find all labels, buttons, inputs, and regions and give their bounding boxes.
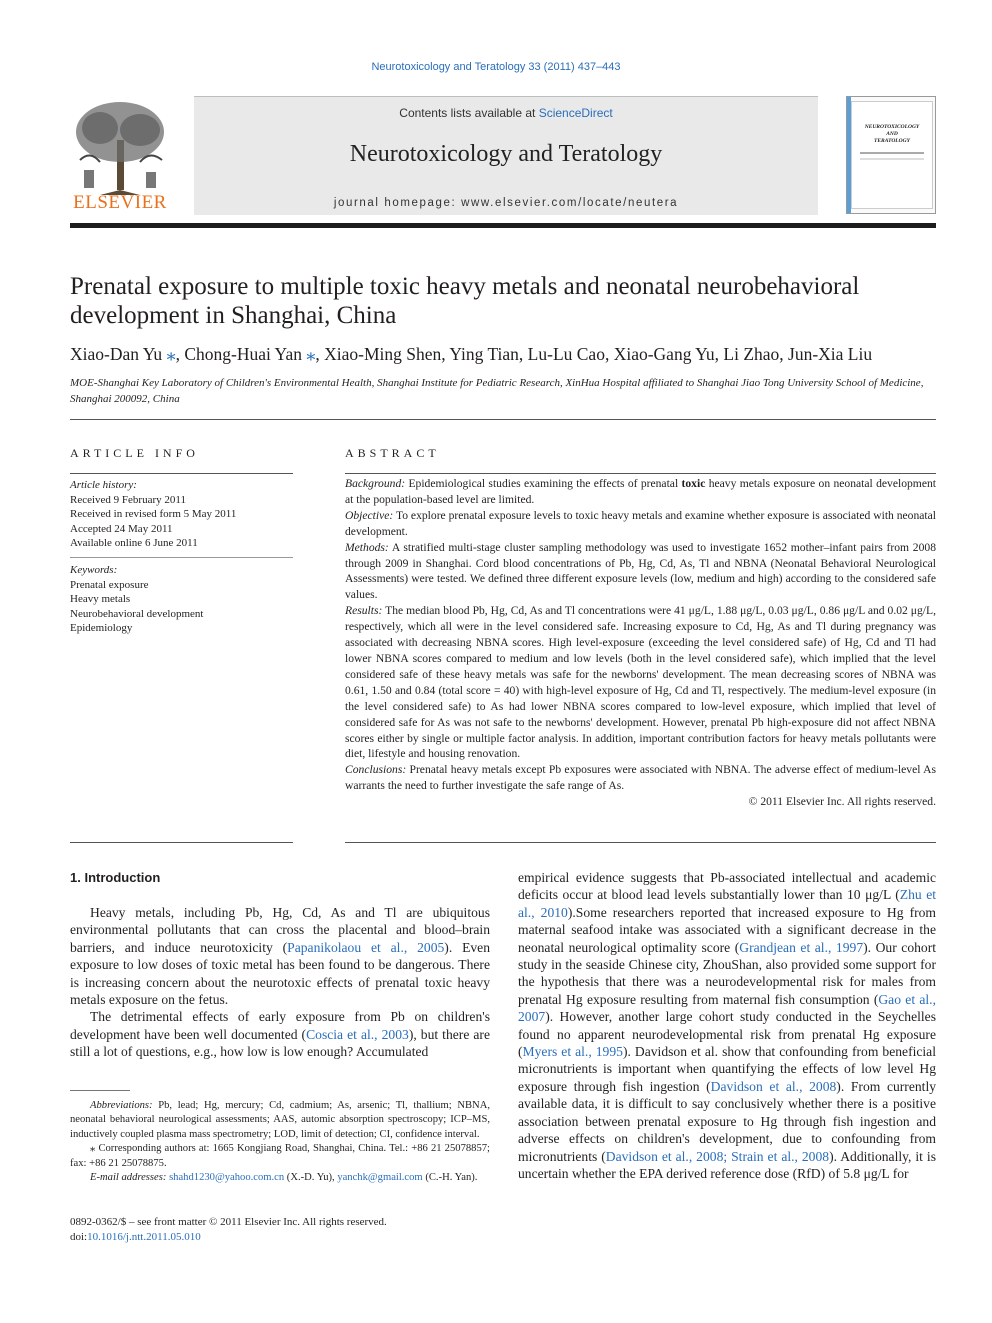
conclusions-label: Conclusions: [345, 763, 407, 777]
email-link[interactable]: yanchk@gmail.com [337, 1172, 423, 1184]
contents-availability [194, 106, 818, 120]
doi-line [70, 1230, 387, 1245]
paragraph-text: ). Our cohort study in the seaside Chinese city, ZhouShan, also provided some support for the hypothesis that there was a neurodevelopmental risk for males from prenatal Hg exposure resulting from maternal fish consumption ( [518, 939, 937, 1007]
objective-label: Objective: [345, 508, 394, 522]
abstract-rule [345, 473, 936, 474]
front-matter [70, 1215, 387, 1245]
author-affiliation: MOE-Shanghai Key Laboratory of Children's Environmental Health, Shanghai Institute for Pediatric Research, XinHua Hospital affiliated to Shanghai Jiao Tong University School of Medicine, Shanghai 200092, China [70, 377, 924, 405]
paragraph-text: The detrimental effects of early exposure from Pb on children's development have been well documented ( [70, 1009, 490, 1042]
abstract-copyright: © 2011 Elsevier Inc. All rights reserved. [748, 795, 936, 809]
author-name[interactable]: Li Zhao [723, 344, 780, 364]
article-title: Prenatal exposure to multiple toxic heavy metals and neonatal neurobehavioral development in Shanghai, China [70, 273, 860, 329]
author-name[interactable]: Xiao-Gang Yu [613, 344, 715, 364]
cover-title-line1: NEUROTOXICOLOGY [864, 124, 920, 130]
article-info-rule [70, 473, 293, 474]
background-label: Background: [345, 477, 406, 490]
abstract-objective [345, 508, 936, 540]
journal-title: Neurotoxicology and Teratology [349, 141, 663, 167]
author-name[interactable]: Ying Tian [449, 344, 519, 364]
header-rule [70, 223, 936, 228]
objective-text: To explore prenatal exposure levels to toxic heavy metals and examine whether exposure is associated with neonatal development. [345, 508, 937, 538]
abstract-results [345, 603, 936, 762]
cover-divider [860, 152, 924, 154]
doi-prefix: doi: [70, 1231, 88, 1243]
history-accepted: Accepted 24 May 2011 [70, 522, 173, 535]
results-text: The median blood Pb, Hg, Cd, As and Tl concentrations were 41 μg/L, 1.88 μg/L, 0.03 μg/L, 0.86 μg/L and 0.02 μg/L, respectively, which all were in the level considered safe. Increasing exposure to Cd, Hg, As and Tl during pregnancy was associated with decreasing NBNA scores. High level-exposure (exceeding the level considered safe) of Hg, Cd and Tl had lower NBNA scores compared to medium and low levels (both in the level considered safe), which implied that the level considered safe of these heavy metals was safe for the newborns' development. The mean decreasing scores of NBNA was 0.61, 1.50 and 0.84 (total score = 40) with high-level exposure of Hg, Cd and Tl, respectively. The medium-level exposure (in the level considered safe) to As had lower NBNA scores compared to low-level exposure, which implied that level of considered safe for As was not safe to the newborns' development. However, prenatal Pb high-exposure did not affect NBNA scores either by single or multiple factor analysis. In addition, important contribution factors for heavy metals pollutants were diet, lifestyle and housing renovation. [345, 604, 936, 761]
cover-page [851, 101, 933, 209]
abbreviations-footnote [70, 1099, 490, 1142]
corresponding-mark[interactable]: ⁎ [306, 344, 316, 364]
author-name[interactable]: Xiao-Dan Yu [70, 344, 163, 364]
intro-left-column [70, 904, 490, 1061]
keywords-rule [70, 557, 293, 558]
article-info-heading: ARTICLE INFO [70, 446, 199, 460]
cover-title [852, 124, 932, 145]
journal-cover-thumbnail[interactable] [846, 96, 936, 214]
background-text: heavy metals exposure on neonatal development at the population-based level are limited. [345, 477, 936, 506]
reference-link[interactable]: Papanikolaou et al., 2005 [287, 939, 445, 955]
keywords-label: Keywords: [70, 564, 118, 576]
background-text: Epidemiological studies examining the effects of prenatal [405, 477, 682, 490]
intro-right-column [518, 869, 936, 1182]
abstract-heading: ABSTRACT [345, 446, 440, 460]
keyword: Epidemiology [70, 622, 133, 634]
email-owner: (C.-H. Yan). [422, 1172, 478, 1184]
cover-divider [860, 158, 924, 160]
history-received: Received 9 February 2011 [70, 493, 186, 506]
homepage-prefix: journal homepage: [333, 197, 462, 209]
corresponding-footnote: ⁎ Corresponding authors at: 1665 Kongjiang Road, Shanghai, China. Tel.: +86 21 25078857; fax: +86 21 25078875. [70, 1143, 490, 1169]
keyword: Heavy metals [70, 593, 131, 605]
journal-banner [70, 96, 936, 214]
corresponding-mark[interactable]: ⁎ [166, 344, 176, 364]
email-link[interactable]: shahd1230@yahoo.com.cn [169, 1172, 285, 1184]
reference-link[interactable]: Davidson et al., 2008; Strain et al., 2008 [605, 1148, 830, 1164]
abstract-body [345, 476, 936, 810]
journal-citation[interactable]: Neurotoxicology and Teratology 33 (2011) 437–443 [371, 61, 621, 73]
cover-title-line3: TERATOLOGY [874, 138, 910, 144]
email-footnote [70, 1171, 490, 1185]
results-label: Results: [345, 604, 383, 618]
abbr-label: Abbreviations: [90, 1100, 153, 1111]
paragraph-text: ), but there are still a lot of questions, e.g., how low is low enough? Accumulated [70, 1026, 490, 1060]
elsevier-logo[interactable] [70, 100, 170, 214]
email-owner: (X.-D. Yu), [284, 1172, 338, 1184]
intro-paragraph [70, 1008, 490, 1060]
reference-link[interactable]: Zhu et al., 2010 [518, 887, 936, 920]
abbr-text: Pb, lead; Hg, mercury; Cd, cadmium; As, arsenic; Tl, thallium; NBNA, neonatal behavioral neurological assessments; AAS, automic absorption spectroscopy; ICP–MS, inductively coupled plasma mass spectrometry; LOD, limit of detection; CI, confidence interval. [70, 1100, 490, 1140]
history-online: Available online 6 June 2011 [70, 537, 198, 549]
history-revised: Received in revised form 5 May 2011 [70, 508, 237, 520]
abstract-bottom-rule [345, 842, 936, 843]
author-name[interactable]: Xiao-Ming Shen [324, 344, 442, 364]
masthead [194, 96, 818, 215]
author-list: Xiao-Dan Yu ⁎, Chong-Huai Yan ⁎, Xiao-Ming Shen, Ying Tian, Lu-Lu Cao, Xiao-Gang Yu, Li Zhao, Jun-Xia Liu [70, 344, 873, 364]
keywords [70, 563, 203, 636]
reference-link[interactable]: Gao et al., 2007 [518, 991, 936, 1025]
article-history [70, 478, 236, 551]
paragraph-text: ). Even exposure to low doses of toxic metal has been found to be dangerous. There is increasing concern about the neurotoxic effects of prenatal toxic heavy metals exposure on the fetus. [70, 939, 490, 1008]
abstract-background [345, 476, 936, 508]
section-heading-introduction: 1. Introduction [70, 870, 161, 885]
cover-spine [847, 97, 851, 213]
paragraph-text: ).Some researchers reported that increased exposure to Hg from maternal seafood intake was associated with a significant decrease in the neonatal neurological optimality score ( [518, 904, 936, 955]
keyword: Neurobehavioral development [70, 607, 204, 620]
keyword: Prenatal exposure [70, 578, 149, 591]
paragraph-text: ). Additionally, it is uncertain whether the EPA derived reference dose (RfD) of 5.8 μg/L for [518, 1148, 936, 1181]
methods-label: Methods: [345, 540, 389, 554]
footnote-rule [70, 1090, 130, 1091]
email-label: E-mail addresses: [90, 1172, 167, 1184]
article-info-bottom-rule [70, 842, 293, 843]
sciencedirect-link[interactable]: ScienceDirect [538, 106, 613, 120]
reference-link[interactable]: Myers et al., 1995 [522, 1044, 623, 1060]
author-name[interactable]: Lu-Lu Cao [527, 344, 605, 364]
abstract-conclusions [345, 762, 936, 794]
reference-link[interactable]: Davidson et al., 2008 [710, 1078, 837, 1094]
paragraph-text: ). Davidson et al. show that confounding from beneficial micronutrients is important when quantifying the effects of low level Hg exposure through fish ingestion ( [518, 1044, 936, 1094]
abstract-methods [345, 540, 936, 604]
reference-link[interactable]: Coscia et al., 2003 [306, 1026, 409, 1042]
paragraph-text: empirical evidence suggests that Pb-associated intellectual and academic deficits occur at blood lead levels substantially lower than 10 μg/L ( [518, 870, 936, 903]
paragraph-text: Heavy metals, including Pb, Hg, Cd, As and Tl are ubiquitous environmental pollutants that can cross the placental and blood–brain barriers, and induce neurotoxicity ( [70, 905, 490, 955]
paragraph-text: ). However, another large cohort study conducted in the Seychelles found no apparent neurodevelopmental risk from prenatal Hg exposure ( [518, 1009, 936, 1060]
methods-text: A stratified multi-stage cluster sampling methodology was used to investigate 1652 mother–infant pairs from 2008 through 2009 in Shanghai. Cord blood concentrations of Pb, Hg, Cd, As, Tl and NBNA (Neonatal Behavioral Neurological Assessments) were tested. We defined three different exposure levels (low, medium and high) according to the considered safe values. [345, 540, 936, 602]
affiliation-rule [70, 419, 936, 420]
publisher-logo-text: ELSEVIER [73, 192, 167, 213]
doi-link[interactable]: 10.1016/j.ntt.2011.05.010 [87, 1231, 201, 1243]
author-name[interactable]: Chong-Huai Yan [184, 344, 302, 364]
paragraph-text: ). From currently available data, it is difficult to say conclusively whether there is a positive association between prenatal exposure to Hg through fish ingestion and adverse effects on children's development, due to confounding from micronutrients ( [518, 1078, 937, 1164]
intro-paragraph [70, 904, 490, 1008]
homepage-url[interactable]: www.elsevier.com/locate/neutera [461, 197, 679, 209]
history-label: Article history: [70, 479, 137, 491]
footnotes [70, 1099, 490, 1185]
background-bold: toxic [681, 477, 706, 490]
contents-prefix: Contents lists available at [399, 106, 539, 120]
cover-title-line2: AND [886, 131, 898, 137]
conclusions-text: Prenatal heavy metals except Pb exposures were associated with NBNA. The adverse effect of medium-level As warrants the need to further investigate the safe range of As. [345, 763, 936, 793]
issn-line: 0892-0362/$ – see front matter © 2011 Elsevier Inc. All rights reserved. [70, 1216, 387, 1228]
journal-homepage [194, 197, 818, 209]
author-name[interactable]: Jun-Xia Liu [788, 344, 873, 364]
reference-link[interactable]: Grandjean et al., 1997 [739, 939, 864, 955]
